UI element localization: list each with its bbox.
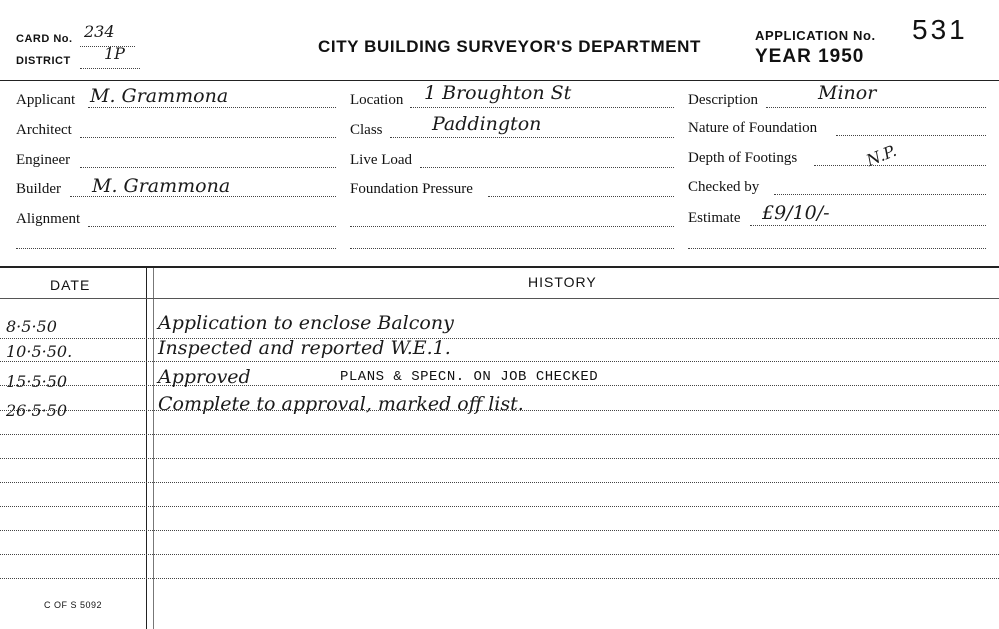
ruled-line: [0, 458, 999, 459]
form-code: C OF S 5092: [44, 600, 103, 610]
district-value: 1P: [104, 44, 125, 63]
builder-line: [70, 196, 336, 197]
ruled-line: [0, 434, 999, 435]
description-value: Minor: [818, 82, 877, 104]
history-date: 8·5·50: [6, 317, 57, 336]
history-date: 15·5·50: [6, 372, 68, 391]
estimate-line: [750, 225, 986, 226]
architect-label: Architect: [16, 122, 72, 138]
class-value: Paddington: [432, 113, 542, 135]
nature-of-foundation-label: Nature of Foundation: [688, 120, 818, 136]
history-stamp: PLANS & SPECN. ON JOB CHECKED: [340, 369, 599, 385]
history-date: 10·5·50.: [6, 342, 73, 361]
builder-label: Builder: [16, 181, 61, 197]
history-top-divider: [0, 266, 999, 268]
description-label: Description: [688, 92, 758, 108]
engineer-line: [80, 167, 336, 168]
ruled-line: [0, 361, 999, 362]
location-value: 1 Broughton St: [424, 82, 572, 104]
ruled-line: [0, 530, 999, 531]
history-text: Complete to approval, marked off list.: [158, 393, 524, 415]
location-line: [410, 107, 674, 108]
applicant-line: [88, 107, 336, 108]
depth-of-footings-line: [814, 165, 986, 166]
estimate-value: £9/10/-: [762, 202, 830, 224]
history-date: 26·5·50: [6, 401, 68, 420]
builder-value: M. Grammona: [92, 175, 231, 197]
ruled-line: [0, 578, 999, 579]
date-column-divider: [146, 268, 147, 629]
architect-line: [80, 137, 336, 138]
history-header: HISTORY: [528, 274, 597, 290]
application-no-value: 531: [912, 14, 968, 45]
applicant-value: M. Grammona: [90, 85, 229, 107]
history-text: Inspected and reported W.E.1.: [158, 337, 451, 359]
application-no-label: APPLICATION No.: [755, 28, 876, 43]
col2-extra-line-1: [350, 226, 674, 227]
location-label: Location: [350, 92, 404, 108]
class-label: Class: [350, 122, 383, 138]
history-header-divider: [0, 298, 999, 299]
depth-of-footings-value: N.P.: [863, 140, 900, 171]
class-line: [390, 137, 674, 138]
foundation-pressure-label: Foundation Pressure: [350, 181, 473, 197]
depth-of-footings-label: Depth of Footings: [688, 150, 798, 166]
card-no-label: CARD No.: [16, 33, 73, 45]
checked-by-line: [774, 194, 986, 195]
history-text: Application to enclose Balcony: [158, 312, 454, 334]
live-load-label: Live Load: [350, 152, 413, 168]
ruled-line: [0, 506, 999, 507]
department-title: CITY BUILDING SURVEYOR'S DEPARTMENT: [318, 37, 702, 56]
col3-extra-line: [688, 248, 986, 249]
alignment-label: Alignment: [16, 211, 81, 227]
date-header: DATE: [50, 277, 91, 293]
description-line: [766, 107, 986, 108]
engineer-label: Engineer: [16, 152, 71, 168]
live-load-line: [420, 167, 674, 168]
applicant-label: Applicant: [16, 92, 76, 108]
header-divider: [0, 80, 999, 81]
ruled-line: [0, 482, 999, 483]
date-column-divider-inner: [153, 268, 154, 629]
nature-of-foundation-line: [836, 135, 986, 136]
district-line: [80, 68, 140, 69]
card-no-value: 234: [84, 22, 115, 41]
ruled-line: [0, 385, 999, 386]
history-text: Approved: [158, 366, 251, 388]
ruled-line: [0, 554, 999, 555]
year-label: YEAR 1950: [755, 46, 865, 67]
foundation-pressure-line: [488, 196, 674, 197]
col2-extra-line-2: [350, 248, 674, 249]
district-label: DISTRICT: [16, 55, 71, 67]
estimate-label: Estimate: [688, 210, 741, 226]
alignment-line-2: [16, 248, 336, 249]
checked-by-label: Checked by: [688, 179, 760, 195]
alignment-line: [88, 226, 336, 227]
ruled-line: [0, 338, 999, 339]
